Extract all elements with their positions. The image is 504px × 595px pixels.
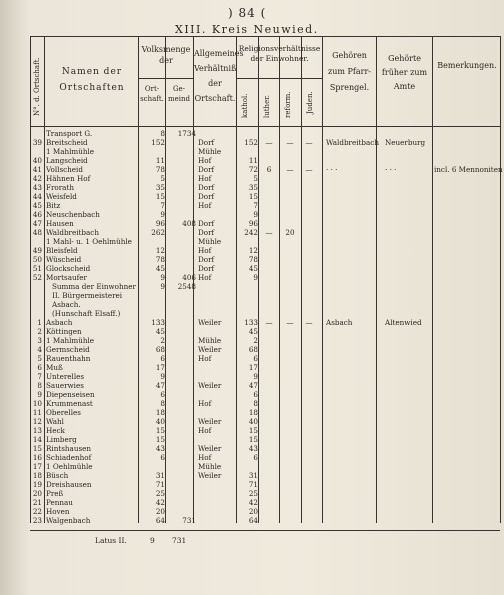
header-no: N°. d. Ortschaft. (33, 57, 41, 116)
place-type: Weiler (198, 444, 222, 453)
row-number: 40 (32, 156, 42, 165)
population-total: 1734 (177, 129, 196, 138)
population-place: 9 (160, 282, 165, 291)
header-catholic: kathol. (241, 93, 249, 118)
row-number: 19 (32, 480, 42, 489)
row-number: 14 (32, 435, 42, 444)
table-row (30, 183, 500, 192)
count-catholic: 5 (253, 174, 258, 183)
count-catholic: 15 (248, 192, 258, 201)
table-row (30, 210, 500, 219)
parish: · · · (326, 165, 338, 174)
row-number: 52 (32, 273, 42, 282)
count-reformed: — (286, 138, 294, 147)
table-row (30, 516, 500, 525)
table-row (30, 318, 500, 327)
count-jews: — (305, 138, 313, 147)
header-jews: Juden. (306, 91, 314, 114)
header-parish: Gehören zum Pfarr-Sprengel. (328, 51, 371, 92)
place-name: Summa der Einwohner (52, 282, 136, 291)
population-place: 78 (155, 165, 165, 174)
count-catholic: 96 (248, 219, 258, 228)
row-number: 41 (32, 165, 42, 174)
count-jews: — (305, 318, 313, 327)
place-type: Mühle (198, 462, 222, 471)
table-row (30, 417, 500, 426)
population-place: 17 (155, 363, 165, 372)
population-place: 7 (160, 201, 165, 210)
population-place: 18 (155, 408, 165, 417)
former-amt: Neuerburg (385, 138, 426, 147)
population-place: 20 (155, 507, 165, 516)
table-row (30, 174, 500, 183)
population-place: 43 (155, 444, 165, 453)
place-type: Hof (198, 246, 212, 255)
row-number: 12 (32, 417, 42, 426)
place-type: Hof (198, 201, 212, 210)
place-name: Hausen (46, 219, 74, 228)
place-name: Mortsaufer (46, 273, 87, 282)
table-row (30, 237, 500, 246)
population-place: 2 (160, 336, 165, 345)
population-place: 15 (155, 435, 165, 444)
place-name: Frorath (46, 183, 74, 192)
row-number: 16 (32, 453, 42, 462)
former-amt: · · · (385, 165, 397, 174)
place-type: Dorf (198, 264, 215, 273)
count-lutheran: — (265, 318, 273, 327)
place-name: Büsch (46, 471, 69, 480)
population-place: 40 (155, 417, 165, 426)
row-number: 42 (32, 174, 42, 183)
population-total: 2548 (177, 282, 196, 291)
place-name: Rauenthahn (46, 354, 91, 363)
table-row (30, 471, 500, 480)
place-name: Transport G. (46, 129, 93, 138)
place-name: Germscheid (46, 345, 90, 354)
place-name: Bitz (46, 201, 61, 210)
place-type: Hof (198, 174, 212, 183)
row-number: 6 (37, 363, 42, 372)
table-row (30, 453, 500, 462)
table-row (30, 390, 500, 399)
place-name: Schiadenhof (46, 453, 92, 462)
row-number: 21 (32, 498, 42, 507)
header-pop-houses: Ort-schaft. (140, 85, 164, 103)
place-type: Weiler (198, 318, 222, 327)
header-remarks: Bemerkungen. (437, 61, 497, 70)
table-row (30, 327, 500, 336)
count-catholic: 78 (248, 255, 258, 264)
place-type: Dorf (198, 165, 215, 174)
header-reformed: reform. (284, 91, 292, 118)
population-place: 68 (155, 345, 165, 354)
table-row (30, 156, 500, 165)
population-place: 6 (160, 453, 165, 462)
population-total: 406 (182, 273, 196, 282)
count-catholic: 43 (248, 444, 258, 453)
row-number: 8 (37, 381, 42, 390)
header-pop-total: Ge-meind (167, 85, 190, 103)
place-name: 1 Mahlmühle (46, 336, 95, 345)
population-place: 45 (155, 327, 165, 336)
count-catholic: 47 (248, 381, 258, 390)
table-row (30, 138, 500, 147)
place-name: Krummenast (46, 399, 93, 408)
parish: Asbach (326, 318, 353, 327)
row-number: 10 (32, 399, 42, 408)
table-row (30, 345, 500, 354)
place-type: Weiler (198, 381, 222, 390)
population-place: 11 (155, 156, 165, 165)
count-catholic: 18 (248, 408, 258, 417)
row-number: 17 (32, 462, 42, 471)
place-name: Glockscheid (46, 264, 91, 273)
population-place: 9 (160, 273, 165, 282)
table-row (30, 246, 500, 255)
count-catholic: 9 (253, 273, 258, 282)
population-place: 71 (155, 480, 165, 489)
place-type: Weiler (198, 417, 222, 426)
place-name: 1 Oehlmühle (46, 462, 93, 471)
place-name: Limberg (46, 435, 77, 444)
place-name: Köttingen (46, 327, 82, 336)
place-name: Neuschenbach (46, 210, 100, 219)
place-name: Hähnen Hof (46, 174, 91, 183)
count-catholic: 45 (248, 327, 258, 336)
header-former-amt: Gehörte früher zum Amte (381, 54, 428, 91)
count-catholic: 40 (248, 417, 258, 426)
place-name: Asbach (46, 318, 73, 327)
table-row (30, 255, 500, 264)
count-catholic: 71 (248, 480, 258, 489)
place-name: Rintshausen (46, 444, 92, 453)
place-name: 1 Mahl- u. 1 Oehlmühle (46, 237, 132, 246)
count-catholic: 15 (248, 435, 258, 444)
population-place: 15 (155, 426, 165, 435)
table-row (30, 201, 500, 210)
population-place: 42 (155, 498, 165, 507)
place-name: Unterelles (46, 372, 85, 381)
place-type: Dorf (198, 219, 215, 228)
row-number: 45 (32, 201, 42, 210)
place-type: Weiler (198, 345, 222, 354)
header-lutheran: luther. (263, 94, 271, 118)
place-type: Weiler (198, 471, 222, 480)
count-catholic: 9 (253, 372, 258, 381)
table-row (30, 264, 500, 273)
place-name: Preß (46, 489, 64, 498)
row-number: 11 (32, 408, 42, 417)
row-number: 23 (32, 516, 42, 525)
count-reformed: — (286, 318, 294, 327)
row-number: 5 (37, 354, 42, 363)
header-ratio: Allgemeines Verhältniß der Ortschaft. (194, 49, 244, 103)
count-catholic: 42 (248, 498, 258, 507)
place-name: Breitscheid (46, 138, 88, 147)
population-place: 8 (160, 399, 165, 408)
place-name: Hoven (46, 507, 70, 516)
table-row (30, 372, 500, 381)
row-number: 47 (32, 219, 42, 228)
table-row (30, 462, 500, 471)
footer-label: Latus II. (95, 536, 127, 545)
count-catholic: 35 (248, 183, 258, 192)
count-catholic: 25 (248, 489, 258, 498)
population-place: 25 (155, 489, 165, 498)
place-type: Hof (198, 273, 212, 282)
table-row (30, 363, 500, 372)
table-row (30, 489, 500, 498)
former-amt: Altenwied (385, 318, 422, 327)
place-name: Langscheid (46, 156, 88, 165)
table-row (30, 309, 500, 318)
count-catholic: 12 (248, 246, 258, 255)
remarks: incl. 6 Mennoniten (434, 165, 503, 174)
count-catholic: 133 (244, 318, 258, 327)
population-place: 31 (155, 471, 165, 480)
table-row (30, 480, 500, 489)
place-name: (Hunschaft Elsaff.) (52, 309, 121, 318)
count-reformed: 20 (285, 228, 295, 237)
table-row (30, 498, 500, 507)
table-row (30, 426, 500, 435)
place-name: Walgenbach (46, 516, 91, 525)
count-catholic: 6 (253, 453, 258, 462)
place-name: Weisfeld (46, 192, 77, 201)
place-name: Muß (46, 363, 63, 372)
place-name: II. Bürgermeisterei (52, 291, 123, 300)
place-name: Bleisfeld (46, 246, 78, 255)
row-number: 7 (37, 372, 42, 381)
page-number: ) 84 ( (228, 6, 267, 20)
population-place: 9 (160, 210, 165, 219)
place-name: Dreishausen (46, 480, 92, 489)
row-number: 48 (32, 228, 42, 237)
row-number: 39 (32, 138, 42, 147)
row-number: 51 (32, 264, 42, 273)
count-catholic: 64 (248, 516, 258, 525)
row-number: 1 (37, 318, 42, 327)
count-catholic: 2 (253, 336, 258, 345)
population-place: 8 (160, 129, 165, 138)
header-names: Namen der Ortschaften (59, 67, 125, 93)
row-number: 22 (32, 507, 42, 516)
count-catholic: 9 (253, 210, 258, 219)
table-top-rule (30, 36, 500, 37)
count-catholic: 11 (248, 156, 258, 165)
place-type: Dorf (198, 183, 215, 192)
count-catholic: 15 (248, 426, 258, 435)
count-catholic: 6 (253, 354, 258, 363)
table-row (30, 336, 500, 345)
row-number: 20 (32, 489, 42, 498)
place-name: Wahl (46, 417, 64, 426)
count-lutheran: — (265, 138, 273, 147)
header-religion: Religionsverhältnisse der Einwohner. (238, 44, 321, 63)
place-name: Oberelles (46, 408, 81, 417)
row-number: 4 (37, 345, 42, 354)
table-row (30, 282, 500, 291)
parish: Waldbreitbach (326, 138, 379, 147)
row-number: 3 (37, 336, 42, 345)
place-type: Mühle (198, 336, 222, 345)
footer-houses: 9 (150, 536, 155, 545)
count-catholic: 17 (248, 363, 258, 372)
place-type: Mühle (198, 147, 222, 156)
table-row (30, 129, 500, 138)
section-heading: XIII. Kreis Neuwied. (175, 23, 319, 36)
population-place: 45 (155, 264, 165, 273)
row-number: 43 (32, 183, 42, 192)
table-row (30, 300, 500, 309)
place-type: Dorf (198, 192, 215, 201)
place-name: Vollscheid (46, 165, 83, 174)
table-row (30, 354, 500, 363)
religion-subheader-rule (236, 78, 322, 79)
count-catholic: 45 (248, 264, 258, 273)
column-rule (500, 36, 501, 523)
row-number: 2 (37, 327, 42, 336)
count-lutheran: — (265, 228, 273, 237)
count-catholic: 152 (244, 138, 258, 147)
count-catholic: 72 (248, 165, 258, 174)
table-row (30, 219, 500, 228)
count-catholic: 8 (253, 399, 258, 408)
row-number: 9 (37, 390, 42, 399)
row-number: 15 (32, 444, 42, 453)
table-row (30, 273, 500, 282)
table-row (30, 291, 500, 300)
population-total: 731 (182, 516, 196, 525)
row-number: 18 (32, 471, 42, 480)
place-type: Hof (198, 453, 212, 462)
row-number: 49 (32, 246, 42, 255)
population-place: 64 (155, 516, 165, 525)
place-type: Hof (198, 156, 212, 165)
place-type: Dorf (198, 255, 215, 264)
pop-subheader-rule (138, 78, 193, 79)
row-number: 50 (32, 255, 42, 264)
population-place: 15 (155, 192, 165, 201)
count-catholic: 6 (253, 390, 258, 399)
count-catholic: 31 (248, 471, 258, 480)
header-bottom-rule (30, 126, 500, 127)
place-type: Dorf (198, 138, 215, 147)
population-place: 9 (160, 372, 165, 381)
population-place: 152 (151, 138, 165, 147)
footer-total: 731 (172, 536, 187, 545)
population-place: 47 (155, 381, 165, 390)
table-row (30, 399, 500, 408)
count-catholic: 68 (248, 345, 258, 354)
place-name: Asbach. (52, 300, 81, 309)
place-name: Wüscheid (46, 255, 82, 264)
population-place: 6 (160, 390, 165, 399)
table-row (30, 228, 500, 237)
table-row (30, 408, 500, 417)
population-place: 6 (160, 354, 165, 363)
table-row (30, 147, 500, 156)
population-place: 5 (160, 174, 165, 183)
header-population: Volksmenge der (141, 45, 191, 65)
table-row (30, 381, 500, 390)
population-place: 35 (155, 183, 165, 192)
table-row (30, 507, 500, 516)
table-row (30, 444, 500, 453)
place-name: Heck (46, 426, 65, 435)
place-name: Pennau (46, 498, 73, 507)
place-name: Sauerwies (46, 381, 84, 390)
count-reformed: — (286, 165, 294, 174)
place-name: Waldbreitbach (46, 228, 99, 237)
population-place: 96 (155, 219, 165, 228)
count-catholic: 20 (248, 507, 258, 516)
population-place: 262 (151, 228, 165, 237)
count-catholic: 7 (253, 201, 258, 210)
place-name: Diepenseisen (46, 390, 95, 399)
place-type: Dorf (198, 228, 215, 237)
place-name: 1 Mahlmühle (46, 147, 95, 156)
place-type: Hof (198, 426, 212, 435)
row-number: 44 (32, 192, 42, 201)
table-row (30, 192, 500, 201)
count-catholic: 242 (244, 228, 258, 237)
place-type: Mühle (198, 237, 222, 246)
population-total: 408 (182, 219, 196, 228)
row-number: 46 (32, 210, 42, 219)
row-number: 13 (32, 426, 42, 435)
count-jews: — (305, 165, 313, 174)
population-place: 78 (155, 255, 165, 264)
table-bottom-rule (30, 530, 500, 531)
population-place: 133 (151, 318, 165, 327)
table-row (30, 165, 503, 174)
population-place: 12 (155, 246, 165, 255)
table-row (30, 435, 500, 444)
place-type: Hof (198, 399, 212, 408)
count-lutheran: 6 (266, 165, 272, 174)
place-type: Hof (198, 354, 212, 363)
